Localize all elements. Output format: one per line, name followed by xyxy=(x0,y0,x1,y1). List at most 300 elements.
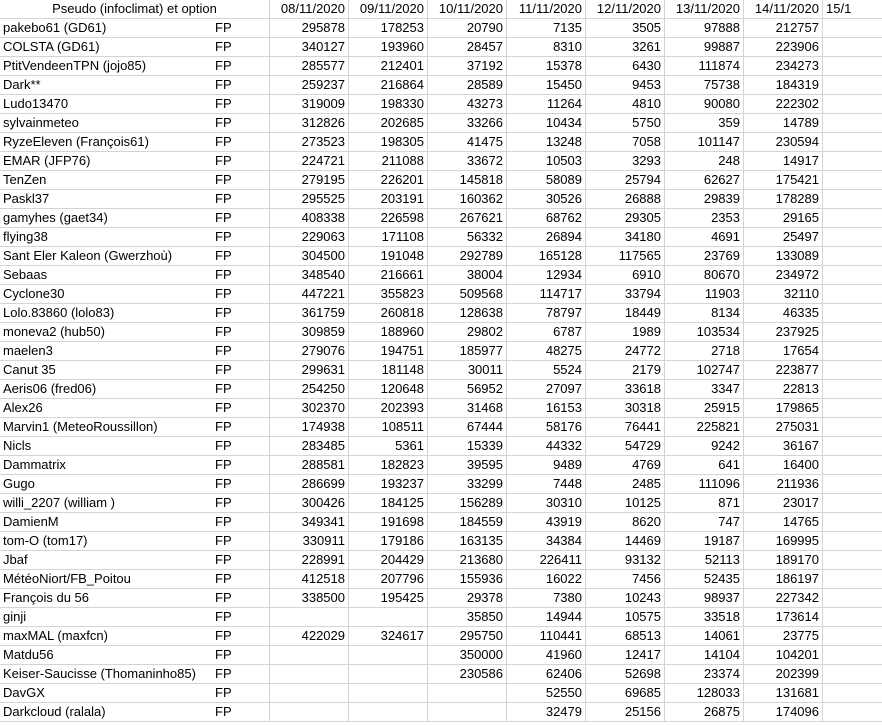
cell-value[interactable] xyxy=(428,684,507,703)
cell-value[interactable]: 16022 xyxy=(507,570,586,589)
cell-pseudo[interactable]: Darkcloud (ralala) xyxy=(3,704,106,719)
cell-pseudo[interactable]: EMAR (JFP76) xyxy=(3,153,91,168)
cell-value[interactable]: 312826 xyxy=(270,114,349,133)
cell-value[interactable]: 447221 xyxy=(270,285,349,304)
cell-value[interactable]: 295750 xyxy=(428,627,507,646)
cell-value[interactable]: 155936 xyxy=(428,570,507,589)
cell-value[interactable]: 10243 xyxy=(586,589,665,608)
cell-option[interactable]: FP xyxy=(212,665,270,684)
cell-value[interactable]: 338500 xyxy=(270,589,349,608)
cell-value[interactable]: 17654 xyxy=(744,342,823,361)
cell-value[interactable]: 14061 xyxy=(665,627,744,646)
cell-pseudo[interactable]: Cyclone30 xyxy=(3,286,65,301)
cell-pseudo[interactable]: maxMAL (maxfcn) xyxy=(3,628,108,643)
cell-pseudo[interactable]: Paskl37 xyxy=(3,191,50,206)
cell-value[interactable]: 230594 xyxy=(744,133,823,152)
cell-value[interactable]: 120648 xyxy=(349,380,428,399)
cell-value-empty[interactable] xyxy=(823,342,872,361)
cell-value-empty[interactable] xyxy=(823,570,872,589)
cell-value[interactable]: 30011 xyxy=(428,361,507,380)
cell-value[interactable]: 234972 xyxy=(744,266,823,285)
cell-value[interactable]: 6430 xyxy=(586,57,665,76)
header-cell-date[interactable]: 10/11/2020 xyxy=(428,0,507,19)
cell-option[interactable]: FP xyxy=(212,513,270,532)
cell-value-empty[interactable] xyxy=(823,95,872,114)
cell-value[interactable]: 300426 xyxy=(270,494,349,513)
cell-value[interactable]: 279195 xyxy=(270,171,349,190)
cell-value[interactable]: 52550 xyxy=(507,684,586,703)
cell-value[interactable]: 226201 xyxy=(349,171,428,190)
cell-value[interactable]: 11903 xyxy=(665,285,744,304)
cell-pseudo[interactable]: Dark** xyxy=(3,77,41,92)
cell-value[interactable]: 14765 xyxy=(744,513,823,532)
cell-pseudo[interactable]: gamyhes (gaet34) xyxy=(3,210,108,225)
cell-value[interactable]: 30526 xyxy=(507,190,586,209)
cell-value[interactable]: 133089 xyxy=(744,247,823,266)
cell-pseudo[interactable]: RyzeEleven (François61) xyxy=(3,134,149,149)
cell-pseudo[interactable]: Marvin1 (MeteoRoussillon) xyxy=(3,419,158,434)
cell-option[interactable]: FP xyxy=(212,285,270,304)
cell-pseudo[interactable]: Alex26 xyxy=(3,400,43,415)
cell-value[interactable]: 185977 xyxy=(428,342,507,361)
cell-pseudo[interactable]: moneva2 (hub50) xyxy=(3,324,105,339)
cell-value-empty[interactable] xyxy=(823,57,872,76)
cell-value[interactable]: 29305 xyxy=(586,209,665,228)
cell-option[interactable]: FP xyxy=(212,57,270,76)
cell-value-empty[interactable] xyxy=(823,456,872,475)
header-cell-date[interactable]: 12/11/2020 xyxy=(586,0,665,19)
cell-value[interactable]: 223906 xyxy=(744,38,823,57)
cell-value[interactable]: 128638 xyxy=(428,304,507,323)
cell-value[interactable]: 128033 xyxy=(665,684,744,703)
cell-value[interactable]: 182823 xyxy=(349,456,428,475)
cell-value[interactable]: 32110 xyxy=(744,285,823,304)
cell-option[interactable]: FP xyxy=(212,456,270,475)
cell-value[interactable]: 229063 xyxy=(270,228,349,247)
cell-value[interactable]: 9489 xyxy=(507,456,586,475)
cell-value[interactable]: 103534 xyxy=(665,323,744,342)
cell-value[interactable]: 14944 xyxy=(507,608,586,627)
cell-value[interactable]: 350000 xyxy=(428,646,507,665)
cell-value[interactable]: 6787 xyxy=(507,323,586,342)
cell-option[interactable]: FP xyxy=(212,551,270,570)
cell-value[interactable]: 259237 xyxy=(270,76,349,95)
header-cell-date[interactable]: 09/11/2020 xyxy=(349,0,428,19)
cell-value[interactable]: 179186 xyxy=(349,532,428,551)
cell-option[interactable]: FP xyxy=(212,171,270,190)
cell-value[interactable]: 203191 xyxy=(349,190,428,209)
cell-option[interactable]: FP xyxy=(212,152,270,171)
cell-value[interactable]: 286699 xyxy=(270,475,349,494)
cell-value[interactable]: 32479 xyxy=(507,703,586,722)
cell-value[interactable]: 299631 xyxy=(270,361,349,380)
cell-value[interactable]: 175421 xyxy=(744,171,823,190)
cell-value[interactable]: 15378 xyxy=(507,57,586,76)
cell-value[interactable]: 54729 xyxy=(586,437,665,456)
cell-value[interactable]: 641 xyxy=(665,456,744,475)
cell-value[interactable]: 101147 xyxy=(665,133,744,152)
cell-value[interactable]: 212401 xyxy=(349,57,428,76)
cell-option[interactable]: FP xyxy=(212,342,270,361)
cell-value[interactable]: 52113 xyxy=(665,551,744,570)
cell-value[interactable]: 25915 xyxy=(665,399,744,418)
cell-value[interactable]: 131681 xyxy=(744,684,823,703)
cell-value[interactable]: 2485 xyxy=(586,475,665,494)
cell-value[interactable]: 2718 xyxy=(665,342,744,361)
cell-value[interactable]: 222302 xyxy=(744,95,823,114)
cell-value[interactable]: 3347 xyxy=(665,380,744,399)
cell-value[interactable]: 69685 xyxy=(586,684,665,703)
cell-value[interactable]: 30318 xyxy=(586,399,665,418)
cell-value[interactable]: 99887 xyxy=(665,38,744,57)
cell-value[interactable]: 178253 xyxy=(349,19,428,38)
cell-value[interactable]: 68762 xyxy=(507,209,586,228)
cell-pseudo[interactable]: Sant Eler Kaleon (Gwerzhoù) xyxy=(3,248,173,263)
cell-value[interactable]: 98937 xyxy=(665,589,744,608)
cell-value-empty[interactable] xyxy=(823,209,872,228)
cell-value[interactable]: 216864 xyxy=(349,76,428,95)
cell-value[interactable]: 12417 xyxy=(586,646,665,665)
cell-value[interactable]: 3293 xyxy=(586,152,665,171)
cell-value[interactable]: 35850 xyxy=(428,608,507,627)
cell-value[interactable]: 117565 xyxy=(586,247,665,266)
cell-value[interactable]: 114717 xyxy=(507,285,586,304)
cell-pseudo[interactable]: Jbaf xyxy=(3,552,28,567)
cell-value[interactable]: 509568 xyxy=(428,285,507,304)
cell-value[interactable]: 4691 xyxy=(665,228,744,247)
cell-value[interactable]: 254250 xyxy=(270,380,349,399)
cell-value[interactable]: 7380 xyxy=(507,589,586,608)
cell-value[interactable]: 179865 xyxy=(744,399,823,418)
cell-value[interactable] xyxy=(270,703,349,722)
cell-value[interactable]: 193237 xyxy=(349,475,428,494)
cell-value-empty[interactable] xyxy=(823,152,872,171)
cell-pseudo[interactable]: COLSTA (GD61) xyxy=(3,39,100,54)
cell-value[interactable]: 68513 xyxy=(586,627,665,646)
cell-value[interactable]: 62627 xyxy=(665,171,744,190)
cell-value-empty[interactable] xyxy=(823,494,872,513)
cell-value-empty[interactable] xyxy=(823,380,872,399)
cell-pseudo[interactable]: Canut 35 xyxy=(3,362,56,377)
cell-value[interactable]: 230586 xyxy=(428,665,507,684)
cell-option[interactable]: FP xyxy=(212,361,270,380)
cell-option[interactable]: FP xyxy=(212,38,270,57)
cell-value[interactable] xyxy=(349,684,428,703)
cell-value[interactable] xyxy=(349,608,428,627)
header-cell-pseudo-option[interactable]: Pseudo (infoclimat) et option xyxy=(0,0,270,19)
cell-option[interactable]: FP xyxy=(212,437,270,456)
cell-value[interactable]: 9242 xyxy=(665,437,744,456)
cell-value[interactable]: 34180 xyxy=(586,228,665,247)
cell-option[interactable]: FP xyxy=(212,589,270,608)
cell-value[interactable]: 41475 xyxy=(428,133,507,152)
cell-value-empty[interactable] xyxy=(823,646,872,665)
cell-value[interactable]: 224721 xyxy=(270,152,349,171)
cell-value[interactable]: 340127 xyxy=(270,38,349,57)
cell-option[interactable]: FP xyxy=(212,646,270,665)
cell-value[interactable]: 37192 xyxy=(428,57,507,76)
cell-option[interactable]: FP xyxy=(212,399,270,418)
cell-value[interactable]: 165128 xyxy=(507,247,586,266)
cell-value-empty[interactable] xyxy=(823,76,872,95)
cell-value-empty[interactable] xyxy=(823,418,872,437)
cell-value[interactable]: 56952 xyxy=(428,380,507,399)
cell-value-empty[interactable] xyxy=(823,684,872,703)
cell-value[interactable] xyxy=(270,665,349,684)
cell-value-empty[interactable] xyxy=(823,266,872,285)
cell-option[interactable]: FP xyxy=(212,304,270,323)
cell-option[interactable]: FP xyxy=(212,475,270,494)
cell-value[interactable]: 273523 xyxy=(270,133,349,152)
cell-value[interactable]: 90080 xyxy=(665,95,744,114)
cell-value[interactable]: 8310 xyxy=(507,38,586,57)
cell-option[interactable]: FP xyxy=(212,532,270,551)
cell-value[interactable]: 422029 xyxy=(270,627,349,646)
cell-value-empty[interactable] xyxy=(823,589,872,608)
cell-value[interactable]: 4769 xyxy=(586,456,665,475)
cell-value[interactable]: 3505 xyxy=(586,19,665,38)
cell-value[interactable] xyxy=(349,646,428,665)
cell-pseudo[interactable]: Keiser-Saucisse (Thomaninho85) xyxy=(3,666,196,681)
cell-value[interactable]: 207796 xyxy=(349,570,428,589)
cell-value[interactable]: 27097 xyxy=(507,380,586,399)
cell-value[interactable]: 292789 xyxy=(428,247,507,266)
cell-value[interactable]: 163135 xyxy=(428,532,507,551)
cell-pseudo[interactable]: DamienM xyxy=(3,514,59,529)
cell-value[interactable]: 33672 xyxy=(428,152,507,171)
cell-option[interactable]: FP xyxy=(212,190,270,209)
cell-value[interactable]: 5750 xyxy=(586,114,665,133)
cell-value[interactable]: 355823 xyxy=(349,285,428,304)
cell-value[interactable]: 216661 xyxy=(349,266,428,285)
cell-value[interactable]: 7135 xyxy=(507,19,586,38)
cell-value-empty[interactable] xyxy=(823,532,872,551)
cell-value[interactable]: 160362 xyxy=(428,190,507,209)
cell-value[interactable] xyxy=(349,665,428,684)
cell-value[interactable]: 5361 xyxy=(349,437,428,456)
cell-pseudo[interactable]: ginji xyxy=(3,609,27,624)
cell-option[interactable]: FP xyxy=(212,76,270,95)
cell-value[interactable]: 14104 xyxy=(665,646,744,665)
cell-value[interactable]: 29802 xyxy=(428,323,507,342)
cell-value[interactable]: 11264 xyxy=(507,95,586,114)
cell-value[interactable]: 24772 xyxy=(586,342,665,361)
cell-option[interactable]: FP xyxy=(212,19,270,38)
cell-option[interactable]: FP xyxy=(212,114,270,133)
cell-value-empty[interactable] xyxy=(823,399,872,418)
cell-pseudo[interactable]: Nicls xyxy=(3,438,32,453)
header-cell-date[interactable]: 14/11/2020 xyxy=(744,0,823,19)
cell-value[interactable]: 184319 xyxy=(744,76,823,95)
cell-value[interactable]: 23769 xyxy=(665,247,744,266)
cell-value[interactable]: 8134 xyxy=(665,304,744,323)
cell-value[interactable]: 8620 xyxy=(586,513,665,532)
cell-value[interactable]: 747 xyxy=(665,513,744,532)
cell-value[interactable]: 260818 xyxy=(349,304,428,323)
cell-option[interactable]: FP xyxy=(212,209,270,228)
cell-value[interactable]: 7448 xyxy=(507,475,586,494)
cell-value[interactable]: 34384 xyxy=(507,532,586,551)
cell-value[interactable]: 29165 xyxy=(744,209,823,228)
cell-pseudo[interactable]: Sebaas xyxy=(3,267,48,282)
cell-value[interactable]: 237925 xyxy=(744,323,823,342)
cell-value[interactable]: 33266 xyxy=(428,114,507,133)
cell-value[interactable]: 283485 xyxy=(270,437,349,456)
cell-value[interactable]: 248 xyxy=(665,152,744,171)
cell-value[interactable]: 23775 xyxy=(744,627,823,646)
cell-option[interactable]: FP xyxy=(212,627,270,646)
cell-value[interactable]: 26894 xyxy=(507,228,586,247)
cell-value[interactable]: 6910 xyxy=(586,266,665,285)
cell-value[interactable]: 188960 xyxy=(349,323,428,342)
cell-value[interactable]: 171108 xyxy=(349,228,428,247)
cell-value-empty[interactable] xyxy=(823,437,872,456)
cell-value[interactable]: 173614 xyxy=(744,608,823,627)
cell-value[interactable]: 10503 xyxy=(507,152,586,171)
cell-value[interactable]: 33518 xyxy=(665,608,744,627)
cell-value[interactable]: 43273 xyxy=(428,95,507,114)
cell-value[interactable]: 18449 xyxy=(586,304,665,323)
cell-value[interactable]: 31468 xyxy=(428,399,507,418)
cell-value[interactable]: 13248 xyxy=(507,133,586,152)
cell-value[interactable]: 44332 xyxy=(507,437,586,456)
cell-pseudo[interactable]: TenZen xyxy=(3,172,47,187)
cell-pseudo[interactable]: DavGX xyxy=(3,685,45,700)
cell-value[interactable]: 108511 xyxy=(349,418,428,437)
cell-value[interactable]: 10434 xyxy=(507,114,586,133)
cell-value[interactable]: 156289 xyxy=(428,494,507,513)
cell-pseudo[interactable]: Ludo13470 xyxy=(3,96,69,111)
cell-pseudo[interactable]: willi_2207 (william ) xyxy=(3,495,115,510)
header-cell-date[interactable]: 13/11/2020 xyxy=(665,0,744,19)
cell-value[interactable]: 111874 xyxy=(665,57,744,76)
cell-value[interactable]: 16400 xyxy=(744,456,823,475)
cell-value[interactable]: 227342 xyxy=(744,589,823,608)
cell-value[interactable]: 41960 xyxy=(507,646,586,665)
cell-value[interactable]: 330911 xyxy=(270,532,349,551)
cell-value[interactable]: 412518 xyxy=(270,570,349,589)
cell-pseudo[interactable]: maelen3 xyxy=(3,343,53,358)
cell-value[interactable]: 7058 xyxy=(586,133,665,152)
cell-value[interactable]: 228991 xyxy=(270,551,349,570)
cell-value[interactable]: 348540 xyxy=(270,266,349,285)
cell-value[interactable]: 110441 xyxy=(507,627,586,646)
cell-value-empty[interactable] xyxy=(823,247,872,266)
cell-value[interactable]: 275031 xyxy=(744,418,823,437)
cell-option[interactable]: FP xyxy=(212,95,270,114)
cell-value[interactable]: 14789 xyxy=(744,114,823,133)
cell-value[interactable]: 184125 xyxy=(349,494,428,513)
cell-value-empty[interactable] xyxy=(823,361,872,380)
cell-value[interactable]: 349341 xyxy=(270,513,349,532)
cell-value[interactable]: 25794 xyxy=(586,171,665,190)
cell-value[interactable]: 169995 xyxy=(744,532,823,551)
cell-value[interactable]: 97888 xyxy=(665,19,744,38)
cell-value[interactable]: 80670 xyxy=(665,266,744,285)
cell-pseudo[interactable]: MétéoNiort/FB_Poitou xyxy=(3,571,131,586)
cell-option[interactable]: FP xyxy=(212,323,270,342)
cell-value[interactable]: 211088 xyxy=(349,152,428,171)
cell-value[interactable]: 75738 xyxy=(665,76,744,95)
cell-value[interactable]: 213680 xyxy=(428,551,507,570)
cell-value[interactable]: 25497 xyxy=(744,228,823,247)
cell-value[interactable]: 23017 xyxy=(744,494,823,513)
cell-value[interactable]: 212757 xyxy=(744,19,823,38)
cell-value[interactable]: 28457 xyxy=(428,38,507,57)
cell-value[interactable]: 191698 xyxy=(349,513,428,532)
cell-value[interactable]: 43919 xyxy=(507,513,586,532)
cell-value[interactable]: 52435 xyxy=(665,570,744,589)
cell-value[interactable]: 408338 xyxy=(270,209,349,228)
cell-value[interactable]: 184559 xyxy=(428,513,507,532)
cell-value[interactable]: 204429 xyxy=(349,551,428,570)
cell-value[interactable]: 111096 xyxy=(665,475,744,494)
cell-value[interactable]: 30310 xyxy=(507,494,586,513)
cell-value-empty[interactable] xyxy=(823,475,872,494)
cell-value[interactable]: 9453 xyxy=(586,76,665,95)
cell-pseudo[interactable]: Dammatrix xyxy=(3,457,66,472)
cell-value[interactable]: 10575 xyxy=(586,608,665,627)
cell-option[interactable]: FP xyxy=(212,133,270,152)
cell-value[interactable]: 33618 xyxy=(586,380,665,399)
cell-value[interactable]: 36167 xyxy=(744,437,823,456)
cell-value[interactable] xyxy=(428,703,507,722)
cell-value[interactable]: 198330 xyxy=(349,95,428,114)
cell-value[interactable]: 198305 xyxy=(349,133,428,152)
cell-value[interactable]: 226411 xyxy=(507,551,586,570)
cell-value[interactable]: 191048 xyxy=(349,247,428,266)
cell-value[interactable]: 189170 xyxy=(744,551,823,570)
cell-value[interactable]: 319009 xyxy=(270,95,349,114)
cell-pseudo[interactable]: Gugo xyxy=(3,476,35,491)
cell-value[interactable]: 2353 xyxy=(665,209,744,228)
cell-value[interactable]: 25156 xyxy=(586,703,665,722)
cell-value-empty[interactable] xyxy=(823,551,872,570)
cell-option[interactable]: FP xyxy=(212,494,270,513)
cell-value[interactable]: 186197 xyxy=(744,570,823,589)
cell-pseudo[interactable]: tom-O (tom17) xyxy=(3,533,88,548)
cell-option[interactable]: FP xyxy=(212,266,270,285)
cell-pseudo[interactable]: pakebo61 (GD61) xyxy=(3,20,107,35)
cell-option[interactable]: FP xyxy=(212,570,270,589)
cell-pseudo[interactable]: PtitVendeenTPN (jojo85) xyxy=(3,58,147,73)
cell-value[interactable]: 38004 xyxy=(428,266,507,285)
cell-value[interactable]: 46335 xyxy=(744,304,823,323)
cell-value-empty[interactable] xyxy=(823,19,872,38)
cell-value[interactable]: 23374 xyxy=(665,665,744,684)
cell-value[interactable]: 195425 xyxy=(349,589,428,608)
cell-value-empty[interactable] xyxy=(823,513,872,532)
cell-value[interactable]: 223877 xyxy=(744,361,823,380)
cell-value[interactable]: 56332 xyxy=(428,228,507,247)
cell-option[interactable]: FP xyxy=(212,380,270,399)
cell-value-empty[interactable] xyxy=(823,133,872,152)
cell-value[interactable]: 14917 xyxy=(744,152,823,171)
cell-value[interactable]: 93132 xyxy=(586,551,665,570)
cell-option[interactable]: FP xyxy=(212,684,270,703)
cell-value[interactable] xyxy=(270,608,349,627)
cell-value[interactable]: 193960 xyxy=(349,38,428,57)
cell-option[interactable]: FP xyxy=(212,247,270,266)
cell-value-empty[interactable] xyxy=(823,190,872,209)
cell-value[interactable]: 5524 xyxy=(507,361,586,380)
cell-value[interactable] xyxy=(270,684,349,703)
cell-value[interactable]: 33299 xyxy=(428,475,507,494)
cell-value[interactable]: 871 xyxy=(665,494,744,513)
cell-value[interactable] xyxy=(270,646,349,665)
cell-pseudo[interactable]: flying38 xyxy=(3,229,48,244)
cell-value[interactable]: 302370 xyxy=(270,399,349,418)
